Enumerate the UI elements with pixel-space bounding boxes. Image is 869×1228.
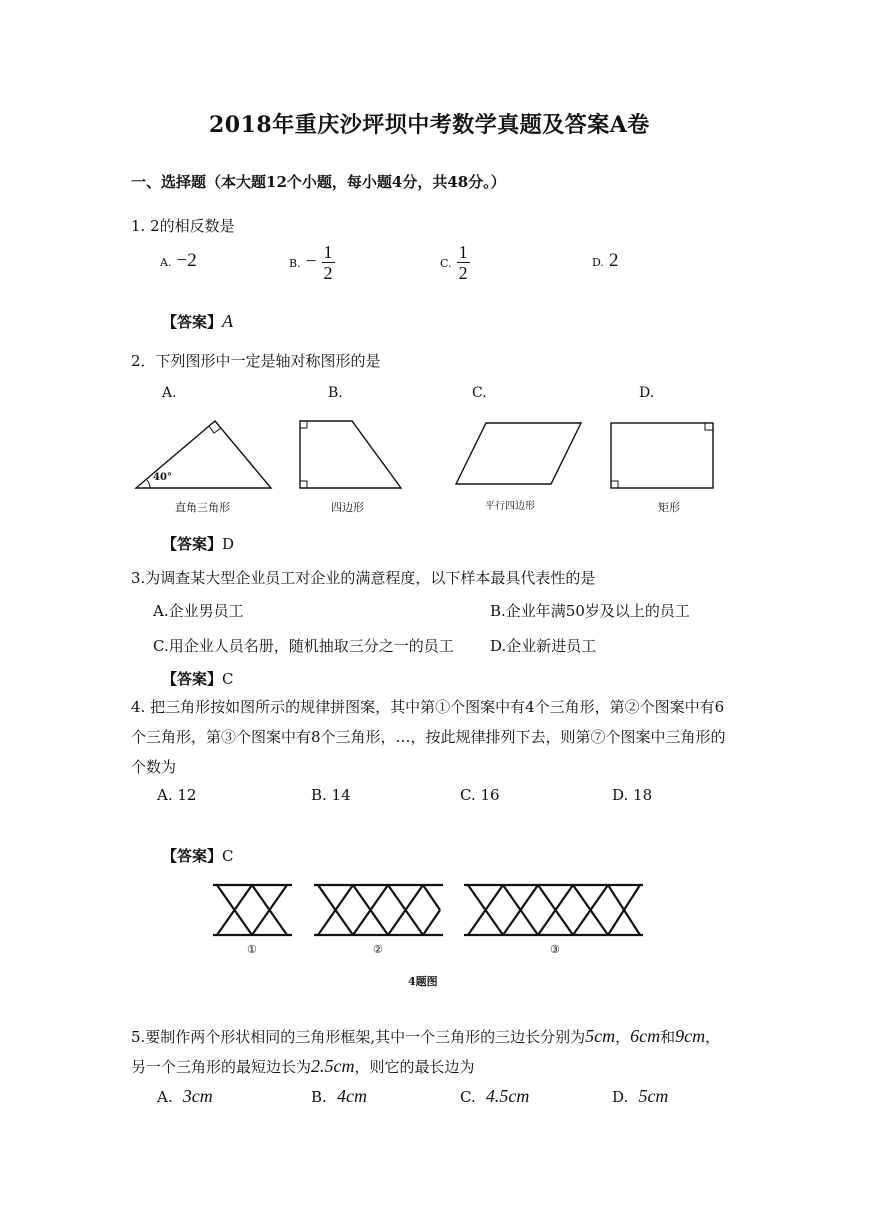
q1-stem: 1. 2的相反数是 [131,217,235,235]
q1-d-label: D. [592,256,604,269]
q5-option-a [157,1086,213,1107]
q1-b-sign: − [305,251,317,272]
q1-a-label: A. [160,256,172,269]
q4-option-c: C. 16 [460,786,500,804]
q4-line-1: 4. 把三角形按如图所示的规律拼图案，其中第①个图案中有4个三角形，第②个图案中有6 [131,698,725,716]
q4-line-2: 个三角形，第③个图案中有8个三角形，…，按此规律排列下去，则第⑦个图案中三角形的 [131,728,726,746]
q2-stem: 2．下列图形中一定是轴对称图形的是 [131,352,381,370]
q5-d-label: D. [612,1088,629,1106]
q2-caption-a: 直角三角形 [175,501,230,514]
q4-option-d: D. 18 [612,786,653,804]
q3-answer-tag: 【答案】 [162,670,223,688]
q4-fig-label-2: ② [373,943,383,956]
q5-c-value: 4.5cm [485,1086,530,1106]
q4-line-3: 个数为 [131,758,177,776]
q3-answer-value: C [222,670,234,688]
q4-pattern-1 [213,885,292,935]
q3-option-a: A.企业男员工 [153,602,244,620]
q5-line-2-text-a: 另一个三角形的最短边长为 [131,1058,312,1076]
q1-d-value: 2 [609,250,619,271]
q5-line-1 [131,1026,720,1047]
q2-label-d: D. [639,385,655,401]
q1-b-numerator: 1 [323,242,333,262]
q5-sep-1: ， [615,1028,631,1046]
q2-label-c: C. [472,385,487,401]
q3-option-c: C.用企业人员名册，随机抽取三分之一的员工 [153,637,454,655]
q5-a-label: A. [157,1088,173,1106]
q5-option-d [612,1086,668,1107]
q2-answer-value: D [222,535,235,553]
q1-answer-tag: 【答案】 [162,313,223,331]
q2-label-b: B. [328,385,343,401]
q4-option-b: B. 14 [311,786,351,804]
q4-option-a: A. 12 [157,786,197,804]
q5-line-1-text: 5.要制作两个形状相同的三角形框架,其中一个三角形的三边长分别为 [131,1028,586,1046]
rectangle-figure [611,423,713,488]
q1-answer-value: A [222,311,234,331]
q2-angle-label: 40° [153,472,172,483]
q1-c-label: C. [440,257,452,270]
q1-b-label: B. [289,257,301,270]
q1-b-denominator: 2 [323,263,333,283]
q2-caption-c: 平行四边形 [485,501,535,512]
q2-answer [162,533,234,554]
q5-b-label: B. [311,1088,327,1106]
quadrilateral-figure [300,421,401,488]
q4-fig-label-3: ③ [550,943,560,956]
q5-sep-2: 和 [660,1028,676,1046]
q5-line-2-text-b: ，则它的最长边为 [354,1058,475,1076]
q5-length-1: 5cm [585,1026,616,1046]
q2-answer-tag: 【答案】 [162,535,223,553]
q2-label-a: A. [162,385,177,401]
q4-pattern-3 [464,885,643,935]
q5-length-3: 9cm [675,1026,706,1046]
q5-d-value: 5cm [638,1086,669,1106]
q3-option-b: B.企业年满50岁及以上的员工 [490,602,690,620]
q3-stem: 3.为调查某大型企业员工对企业的满意程度，以下样本最具代表性的是 [131,569,596,587]
q5-option-c [460,1086,529,1107]
q5-c-label: C. [460,1088,476,1106]
q5-end-1: ， [705,1028,721,1046]
q1-c-numerator: 1 [458,242,468,262]
q3-answer [162,668,234,689]
q4-fig-label-1: ① [247,943,257,956]
q4-answer-tag: 【答案】 [162,847,223,865]
q2-caption-d: 矩形 [658,501,680,514]
q5-shortest-side: 2.5cm [311,1056,355,1076]
q4-pattern-2 [314,885,443,935]
q5-line-2 [131,1056,475,1077]
q5-option-b [311,1086,367,1107]
parallelogram-figure [456,423,581,484]
q3-option-d: D.企业新进员工 [490,637,597,655]
page-title: 2018年重庆沙坪坝中考数学真题及答案A卷 [209,112,650,138]
q5-b-value: 4cm [336,1086,367,1106]
q1-c-denominator: 2 [458,263,468,283]
q2-caption-b: 四边形 [331,501,364,514]
q4-answer-value: C [222,847,234,865]
q4-fig-caption: 4题图 [408,975,438,988]
section-heading: 一、选择题（本大题12个小题，每小题4分，共48分。） [131,173,506,191]
q5-a-value: 3cm [182,1086,213,1106]
q5-length-2: 6cm [630,1026,661,1046]
q4-answer [162,845,234,866]
q1-a-value: −2 [176,250,197,271]
